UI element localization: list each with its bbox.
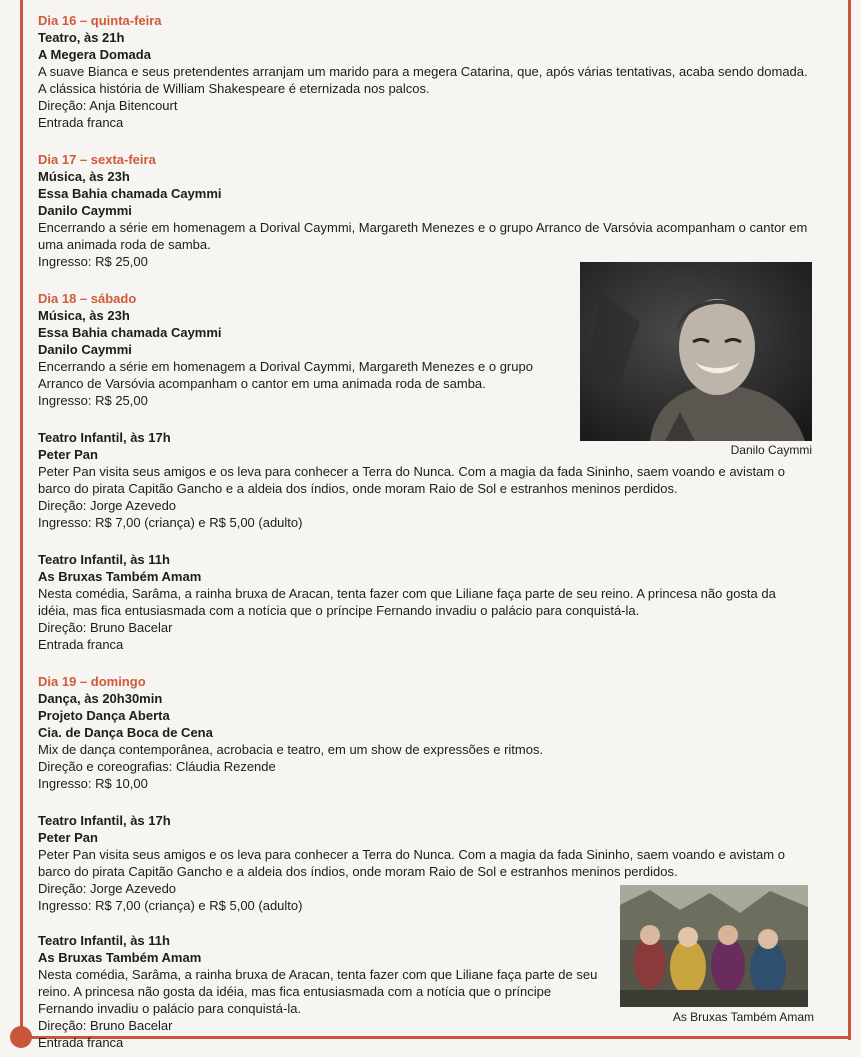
event-entry: Ingresso: R$ 25,00 [38,254,148,269]
event-direction: Direção: Bruno Bacelar [38,1018,173,1033]
event-day19-danca [38,673,810,792]
event-direction: Direção: Jorge Azevedo [38,881,177,896]
event-entry: Ingresso: R$ 10,00 [38,776,148,791]
photo-caption: Danilo Caymmi [730,443,812,457]
event-title: As Bruxas Também Amam [38,569,202,584]
portrait-illustration [580,262,812,441]
event-category: Teatro, às 21h [38,30,125,45]
day-heading: Dia 17 – sexta-feira [38,152,156,167]
event-category: Teatro Infantil, às 11h [38,933,170,948]
event-day18-bruxas [38,551,810,653]
event-description: Peter Pan visita seus amigos e os leva para conhecer a Terra do Nunca. Com a magia da fada Sininho, saem voando e avistam o barco do pirata Capitão Gancho e a aldeia dos índios, onde moram Raio de Sol e estranhos meninos perdidos. [38,464,785,496]
event-subtitle: Danilo Caymmi [38,342,132,357]
corner-dot-ornament [10,1026,32,1048]
event-description: Mix de dança contemporânea, acrobacia e teatro, em um show de expressões e ritmos. [38,742,544,757]
event-direction: Direção: Jorge Azevedo [38,498,177,513]
event-entry: Entrada franca [38,115,124,130]
event-category: Música, às 23h [38,169,130,184]
event-entry: Ingresso: R$ 25,00 [38,393,148,408]
photo-danilo-caymmi [580,262,812,441]
event-title: A Megera Domada [38,47,151,62]
event-subtitle: Cia. de Dança Boca de Cena [38,725,213,740]
event-title: Peter Pan [38,830,98,845]
event-title: Essa Bahia chamada Caymmi [38,186,222,201]
event-direction: Direção: Anja Bitencourt [38,98,178,113]
event-entry: Entrada franca [38,637,124,652]
right-border-line [848,0,851,1040]
event-title: Essa Bahia chamada Caymmi [38,325,222,340]
day-heading: Dia 16 – quinta-feira [38,13,162,28]
event-category: Teatro Infantil, às 11h [38,552,170,567]
event-category: Teatro Infantil, às 17h [38,813,171,828]
event-subtitle: Danilo Caymmi [38,203,132,218]
event-description: Peter Pan visita seus amigos e os leva para conhecer a Terra do Nunca. Com a magia da fada Sininho, saem voando e avistam o barco do pirata Capitão Gancho e a aldeia dos índios, onde moram Raio de Sol e estranhos meninos perdidos. [38,847,785,879]
event-category: Música, às 23h [38,308,130,323]
left-border-line [20,0,23,1035]
event-direction: Direção: Bruno Bacelar [38,620,173,635]
event-day16-megera [38,12,810,131]
event-title: As Bruxas Também Amam [38,950,202,965]
event-day17-caymmi [38,151,810,270]
event-description: Nesta comédia, Sarâma, a rainha bruxa de Aracan, tenta fazer com que Liliane faça parte de seu reino. A princesa não gosta da idéia, mas fica entusiasmada com a notícia que o príncipe Fernando invadiu o palácio para conquistá-la. [38,967,598,1016]
day-heading: Dia 18 – sábado [38,291,137,306]
event-description: Encerrando a série em homenagem a Dorival Caymmi, Margareth Menezes e o grupo Arranco de Varsóvia acompanham o cantor em uma animada roda de samba. [38,220,808,252]
event-description: Nesta comédia, Sarâma, a rainha bruxa de Aracan, tenta fazer com que Liliane faça parte de seu reino. A princesa não gosta da idéia, mas fica entusiasmada com a notícia que o príncipe Fernando invadiu o palácio para conquistá-la. [38,586,776,618]
event-entry: Ingresso: R$ 7,00 (criança) e R$ 5,00 (adulto) [38,898,303,913]
photo-bruxas-scene [620,885,808,1007]
stage-scene-illustration [620,885,808,1007]
event-direction: Direção e coreografias: Cláudia Rezende [38,759,276,774]
photo-caption: As Bruxas Também Amam [672,1010,814,1024]
day-heading: Dia 19 – domingo [38,674,146,689]
event-entry: Entrada franca [38,1035,124,1050]
event-description: Encerrando a série em homenagem a Dorival Caymmi, Margareth Menezes e o grupo Arranco de Varsóvia acompanham o cantor em uma animada roda de samba. [38,359,533,391]
event-entry: Ingresso: R$ 7,00 (criança) e R$ 5,00 (adulto) [38,515,303,530]
event-category: Teatro Infantil, às 17h [38,430,171,445]
event-title: Projeto Dança Aberta [38,708,170,723]
event-title: Peter Pan [38,447,98,462]
event-description: A suave Bianca e seus pretendentes arranjam um marido para a megera Catarina, que, após várias tentativas, acaba sendo domada. A clássica história de William Shakespeare é eternizada nos palcos. [38,64,808,96]
event-category: Dança, às 20h30min [38,691,163,706]
